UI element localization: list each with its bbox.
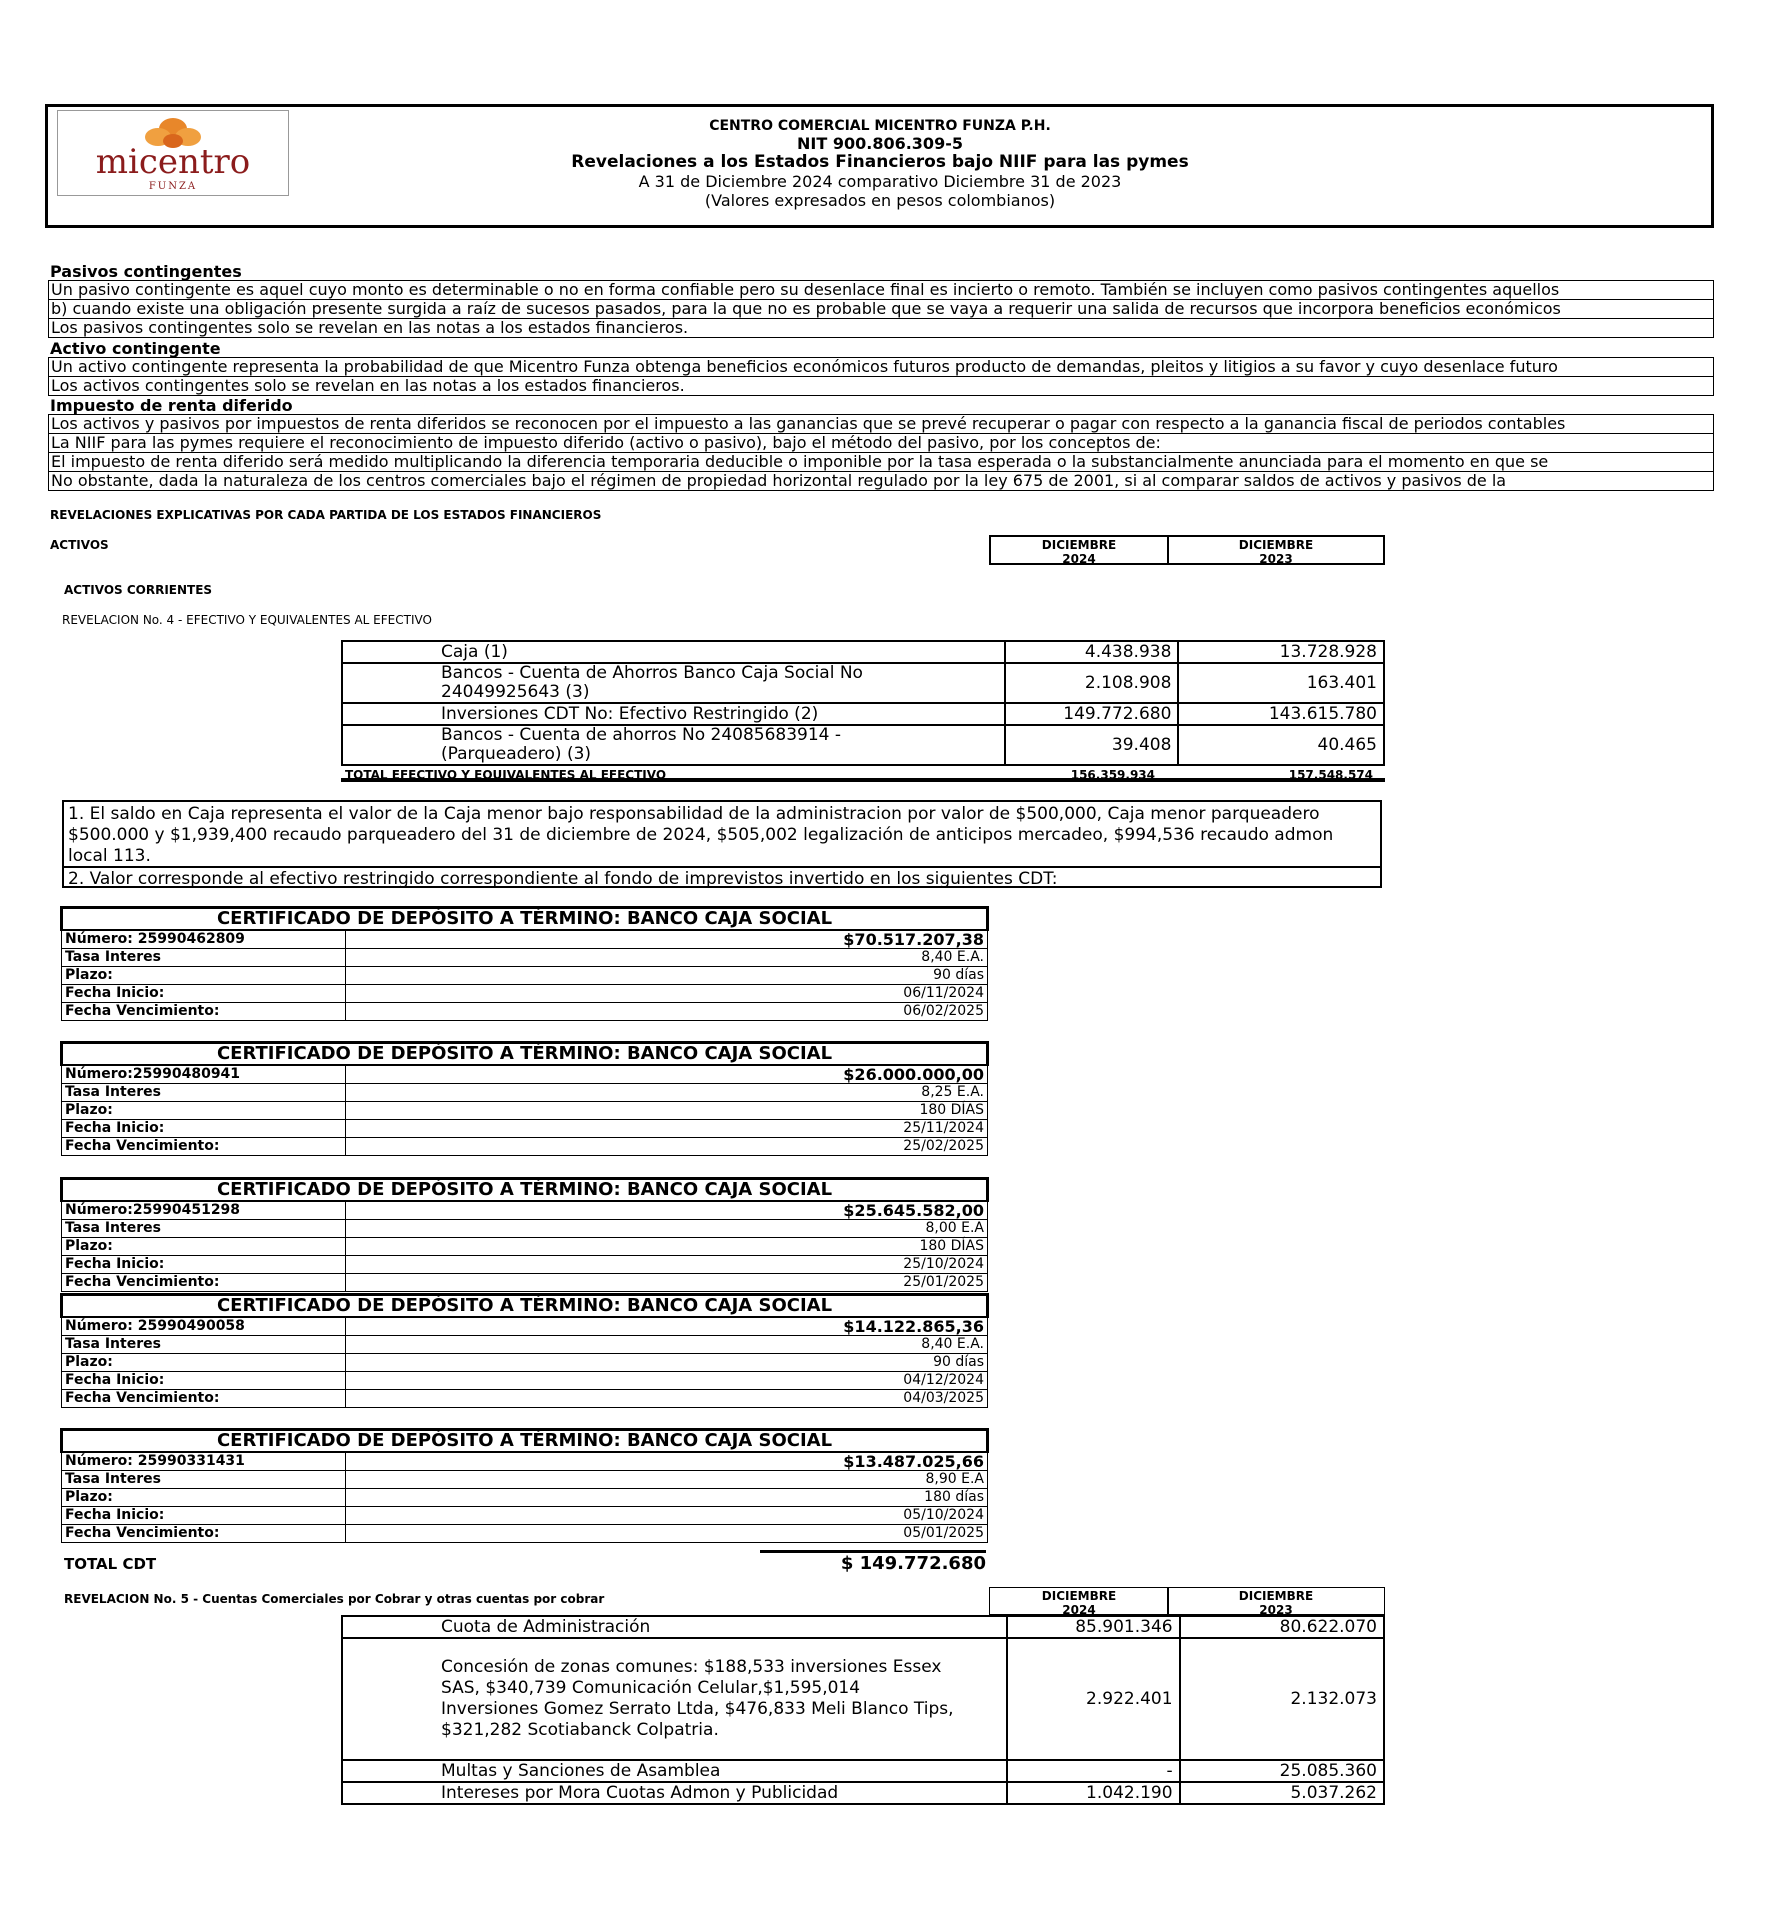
cdt-tasa: 8,40 E.A.: [346, 949, 988, 967]
row-label: Concesión de zonas comunes: $188,533 inversiones Essex SAS, $340,739 Comunicación Celular,$1,595,014 Inversiones Gomez Serrato Ltda, $476,833 Meli Blanco Tips, $321,282 Scotiabanck Colpatria.: [342, 1638, 1007, 1760]
cdt-venc: 06/02/2025: [346, 1003, 988, 1021]
cdt-label-plazo: Plazo:: [62, 1354, 346, 1372]
activo-line: Los activos contingentes solo se revelan en las notas a los estados financieros.: [48, 376, 1714, 396]
pasivos-line: Los pasivos contingentes solo se revelan en las notas a los estados financieros.: [48, 318, 1714, 338]
efectivo-table: [341, 640, 1385, 766]
cdt-label-venc: Fecha Vencimiento:: [62, 1003, 346, 1021]
cdt-table: [60, 906, 989, 1021]
column-header-2024: DICIEMBRE 2024: [989, 535, 1169, 565]
row-value-2024: 85.901.346: [1007, 1616, 1179, 1638]
cdt-value: $13.487.025,66: [346, 1452, 988, 1471]
cdt-inicio: 25/10/2024: [346, 1256, 988, 1274]
cdt-inicio: 05/10/2024: [346, 1507, 988, 1525]
row-value-2024: 2.108.908: [1005, 663, 1178, 703]
row-label: Multas y Sanciones de Asamblea: [342, 1760, 1007, 1782]
cdt-table: [60, 1177, 989, 1292]
cdt-value: $14.122.865,36: [346, 1317, 988, 1336]
cdt-venc: 25/02/2025: [346, 1138, 988, 1156]
cdt-plazo: 180 DÍAS: [346, 1102, 988, 1120]
report-period: A 31 de Diciembre 2024 comparativo Diciembre 31 de 2023: [638, 172, 1122, 191]
revelacion-5-title: REVELACION No. 5 - Cuentas Comerciales por Cobrar y otras cuentas por cobrar: [64, 1592, 605, 1606]
cdt-plazo: 180 DÍAS: [346, 1238, 988, 1256]
impuesto-line: No obstante, dada la naturaleza de los centros comerciales bajo el régimen de propiedad horizontal regulado por la ley 675 de 2001, si al comparar saldos de activos y pasivos de la: [48, 471, 1714, 491]
company-nit: NIT 900.806.309-5: [797, 134, 963, 153]
cdt-label-inicio: Fecha Inicio:: [62, 985, 346, 1003]
cdt-table: [60, 1293, 989, 1408]
cdt-label-tasa: Tasa Interes: [62, 1336, 346, 1354]
cdt-venc: 25/01/2025: [346, 1274, 988, 1292]
note-2: 2. Valor corresponde al efectivo restringido correspondiente al fondo de imprevistos invertido en los siguientes CDT:: [62, 866, 1382, 888]
table-row: [342, 663, 1384, 703]
cdt-value: $26.000.000,00: [346, 1065, 988, 1084]
row-label: Intereses por Mora Cuotas Admon y Publicidad: [342, 1782, 1007, 1804]
cdt-venc: 05/01/2025: [346, 1525, 988, 1543]
row-label: Bancos - Cuenta de Ahorros Banco Caja Social No 24049925643 (3): [342, 663, 1005, 703]
flower-icon: [58, 111, 288, 195]
cdt-label-inicio: Fecha Inicio:: [62, 1507, 346, 1525]
cdt-table: [60, 1041, 989, 1156]
row-value-2023: 40.465: [1178, 725, 1384, 765]
row-value-2024: 39.408: [1005, 725, 1178, 765]
total-cdt-label: TOTAL CDT: [64, 1555, 157, 1573]
cdt-inicio: 06/11/2024: [346, 985, 988, 1003]
total-label: TOTAL EFECTIVO Y EQUIVALENTES AL EFECTIVO: [345, 768, 667, 782]
cdt-plazo: 180 días: [346, 1489, 988, 1507]
cdt-title: CERTIFICADO DE DEPÓSITO A TÉRMINO: BANCO CAJA SOCIAL: [62, 1430, 988, 1453]
cdt-title: CERTIFICADO DE DEPÓSITO A TÉRMINO: BANCO CAJA SOCIAL: [62, 1179, 988, 1202]
column-header-2023: DICIEMBRE 2023: [1167, 535, 1385, 565]
activos-label: ACTIVOS: [50, 538, 109, 552]
impuesto-line: Los activos y pasivos por impuestos de renta diferidos se reconocen por el impuesto a las ganancias que se prevé recuperar o pagar con respecto a la ganancia fiscal de periodos contables: [48, 414, 1714, 434]
table-row: [342, 1638, 1384, 1760]
cdt-label-venc: Fecha Vencimiento:: [62, 1390, 346, 1408]
impuesto-line: La NIIF para las pymes requiere el reconocimiento de impuesto diferido (activo o pasivo), bajo el método del pasivo, por los conceptos de:: [48, 433, 1714, 453]
row-value-2023: 163.401: [1178, 663, 1384, 703]
cdt-label-tasa: Tasa Interes: [62, 1084, 346, 1102]
total-cdt-value: $ 149.772.680: [760, 1550, 986, 1574]
row-value-2023: 25.085.360: [1180, 1760, 1384, 1782]
cdt-label-plazo: Plazo:: [62, 1489, 346, 1507]
activo-line: Un activo contingente representa la probabilidad de que Micentro Funza obtenga beneficios económicos futuros producto de demandas, pleitos y litigios a su favor y cuyo desenlace futuro: [48, 357, 1714, 377]
report-currency-note: (Valores expresados en pesos colombianos): [704, 191, 1056, 210]
revelacion-4-title: REVELACION No. 4 - EFECTIVO Y EQUIVALENTES AL EFECTIVO: [62, 613, 432, 627]
table-row: [342, 1616, 1384, 1638]
total-2023: 157.548.574: [1288, 768, 1373, 782]
row-value-2023: 13.728.928: [1178, 641, 1384, 663]
table-row: [342, 725, 1384, 765]
cdt-title: CERTIFICADO DE DEPÓSITO A TÉRMINO: BANCO CAJA SOCIAL: [62, 908, 988, 931]
row-value-2024: -: [1007, 1760, 1179, 1782]
note-1: 1. El saldo en Caja representa el valor de la Caja menor bajo responsabilidad de la administracion por valor de $500,000, Caja menor parqueadero $500.000 y $1,939,400 recaudo parqueadero del 31 de diciembre de 2024, $505,002 legalización de anticipos mercadeo, $994,536 recaudo admon local 113.: [62, 800, 1382, 868]
header-text: [300, 118, 1460, 210]
cdt-label-plazo: Plazo:: [62, 1102, 346, 1120]
report-title: Revelaciones a los Estados Financieros bajo NIIF para las pymes: [571, 152, 1189, 172]
section-title-impuesto: Impuesto de renta diferido: [50, 396, 293, 415]
cdt-plazo: 90 días: [346, 1354, 988, 1372]
row-label: Bancos - Cuenta de ahorros No 24085683914 - (Parqueadero) (3): [342, 725, 1005, 765]
cdt-number: Número: 25990490058: [62, 1317, 346, 1336]
logo-subtext: FUNZA: [148, 181, 198, 192]
cdt-title: CERTIFICADO DE DEPÓSITO A TÉRMINO: BANCO CAJA SOCIAL: [62, 1043, 988, 1066]
section-title-pasivos: Pasivos contingentes: [50, 262, 242, 281]
company-logo: [57, 110, 289, 196]
company-name: CENTRO COMERCIAL MICENTRO FUNZA P.H.: [709, 118, 1051, 134]
cdt-value: $70.517.207,38: [346, 930, 988, 949]
cdt-number: Número:25990451298: [62, 1201, 346, 1220]
cdt-tasa: 8,90 E.A: [346, 1471, 988, 1489]
cdt-label-tasa: Tasa Interes: [62, 949, 346, 967]
pasivos-line: Un pasivo contingente es aquel cuyo monto es determinable o no en forma confiable pero su desenlace final es incierto o remoto. También se incluyen como pasivos contingentes aquellos: [48, 280, 1714, 300]
cdt-label-plazo: Plazo:: [62, 967, 346, 985]
row-value-2024: 149.772.680: [1005, 703, 1178, 725]
cdt-tasa: 8,40 E.A.: [346, 1336, 988, 1354]
cdt-inicio: 04/12/2024: [346, 1372, 988, 1390]
cdt-table: [60, 1428, 989, 1543]
revelaciones-title: REVELACIONES EXPLICATIVAS POR CADA PARTIDA DE LOS ESTADOS FINANCIEROS: [50, 508, 602, 522]
cdt-number: Número:25990480941: [62, 1065, 346, 1084]
row-value-2024: 4.438.938: [1005, 641, 1178, 663]
column-header-2024: DICIEMBRE 2024: [989, 1587, 1169, 1615]
activos-corrientes-label: ACTIVOS CORRIENTES: [64, 583, 213, 597]
row-value-2023: 5.037.262: [1180, 1782, 1384, 1804]
cdt-title: CERTIFICADO DE DEPÓSITO A TÉRMINO: BANCO CAJA SOCIAL: [62, 1295, 988, 1318]
cdt-value: $25.645.582,00: [346, 1201, 988, 1220]
cdt-label-tasa: Tasa Interes: [62, 1471, 346, 1489]
table-row: [342, 703, 1384, 725]
efectivo-total-row: [341, 768, 1385, 782]
row-value-2023: 80.622.070: [1180, 1616, 1384, 1638]
cdt-number: Número: 25990331431: [62, 1452, 346, 1471]
row-value-2024: 1.042.190: [1007, 1782, 1179, 1804]
cdt-label-plazo: Plazo:: [62, 1238, 346, 1256]
cdt-label-inicio: Fecha Inicio:: [62, 1256, 346, 1274]
cdt-tasa: 8,00 E.A: [346, 1220, 988, 1238]
pasivos-line: b) cuando existe una obligación presente surgida a raíz de sucesos pasados, para la que no es probable que se vaya a requerir una salida de recursos que incorpora beneficios económicos: [48, 299, 1714, 319]
cuentas-por-cobrar-table: [341, 1615, 1385, 1805]
row-value-2023: 143.615.780: [1178, 703, 1384, 725]
row-value-2024: 2.922.401: [1007, 1638, 1179, 1760]
table-row: [342, 641, 1384, 663]
row-label: Caja (1): [342, 641, 1005, 663]
table-row: [342, 1782, 1384, 1804]
cdt-label-venc: Fecha Vencimiento:: [62, 1138, 346, 1156]
cdt-number: Número: 25990462809: [62, 930, 346, 949]
cdt-label-venc: Fecha Vencimiento:: [62, 1525, 346, 1543]
cdt-tasa: 8,25 E.A.: [346, 1084, 988, 1102]
cdt-inicio: 25/11/2024: [346, 1120, 988, 1138]
row-value-2023: 2.132.073: [1180, 1638, 1384, 1760]
cdt-venc: 04/03/2025: [346, 1390, 988, 1408]
impuesto-line: El impuesto de renta diferido será medido multiplicando la diferencia temporaria deducible o imponible por la tasa esperada o la substancialmente anunciada para el momento en que se: [48, 452, 1714, 472]
logo-text: micentro: [95, 142, 251, 182]
section-title-activo: Activo contingente: [50, 339, 221, 358]
cdt-plazo: 90 días: [346, 967, 988, 985]
cdt-label-venc: Fecha Vencimiento:: [62, 1274, 346, 1292]
row-label: Inversiones CDT No: Efectivo Restringido (2): [342, 703, 1005, 725]
cdt-label-inicio: Fecha Inicio:: [62, 1120, 346, 1138]
row-label: Cuota de Administración: [342, 1616, 1007, 1638]
cdt-label-inicio: Fecha Inicio:: [62, 1372, 346, 1390]
total-2024: 156.359.934: [1070, 768, 1155, 782]
cdt-label-tasa: Tasa Interes: [62, 1220, 346, 1238]
column-header-2023: DICIEMBRE 2023: [1167, 1587, 1385, 1615]
table-row: [342, 1760, 1384, 1782]
